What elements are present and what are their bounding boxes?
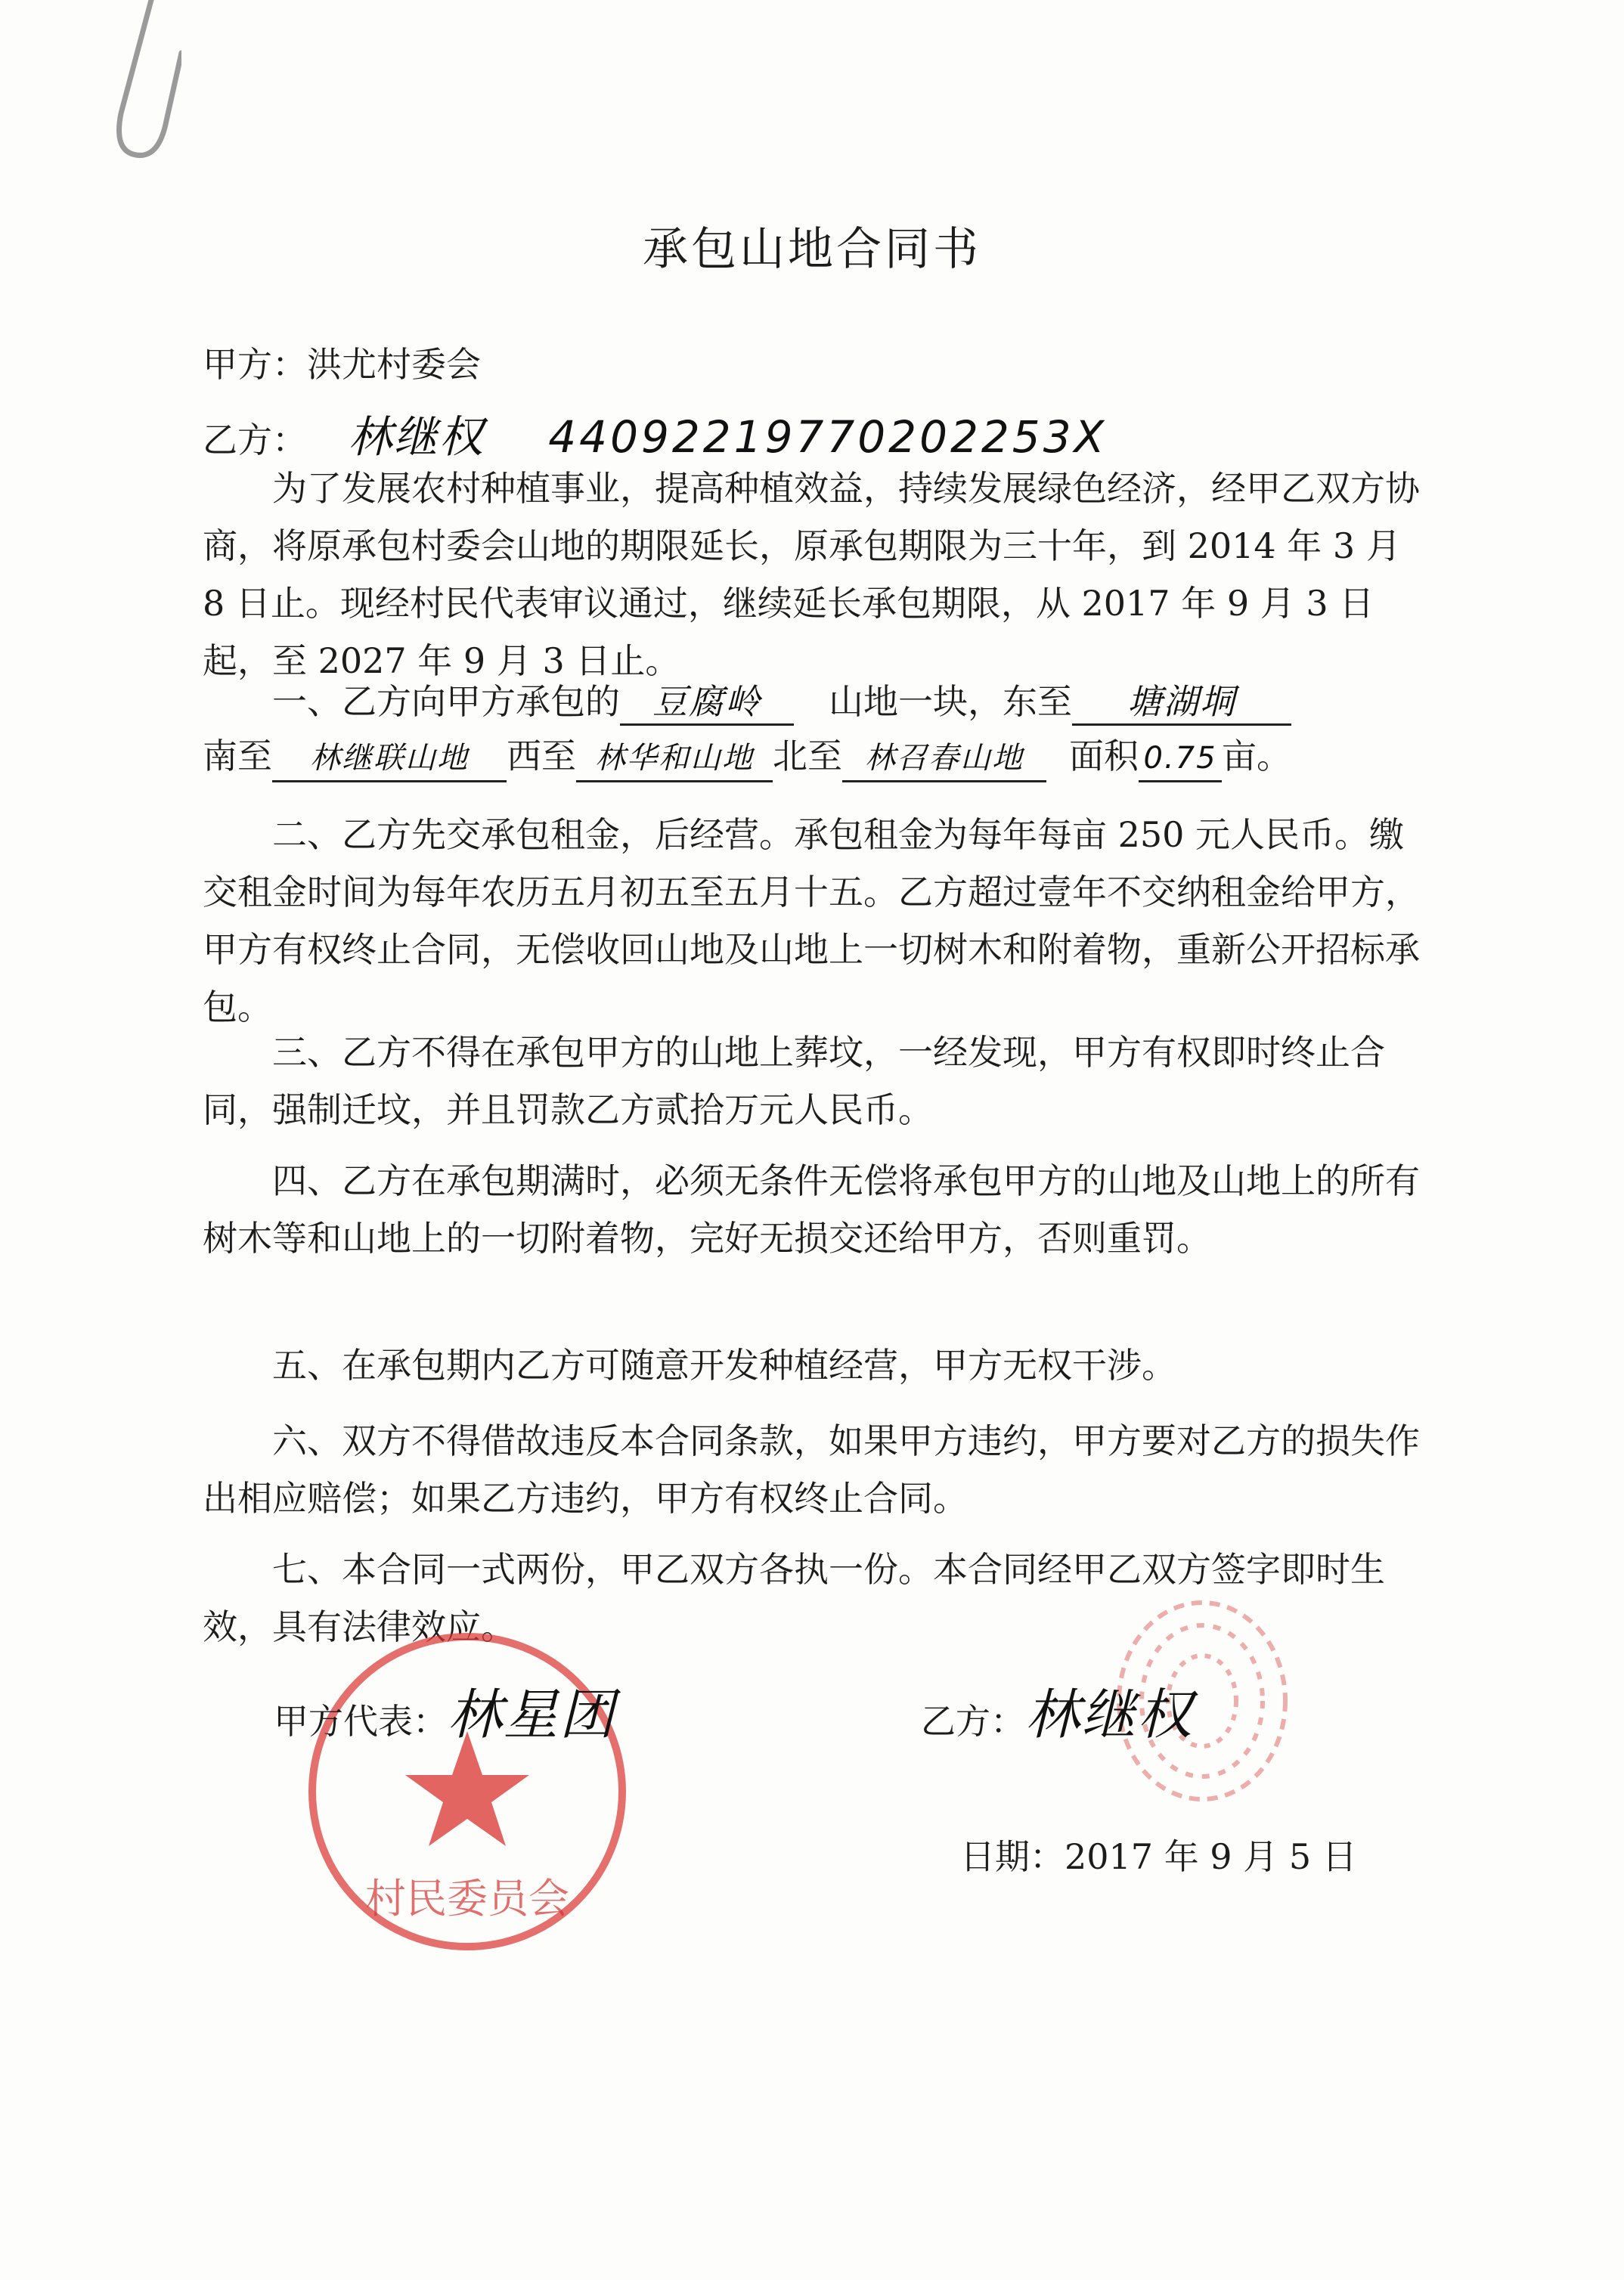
party-b-line bbox=[203, 411, 1108, 463]
party-a-line bbox=[203, 342, 481, 387]
paper-clip-icon bbox=[91, 0, 181, 166]
clause7-paragraph: 七、本合同一式两份，甲乙双方各执一份。本合同经甲乙双方签字即时生效，具有法律效应。 bbox=[203, 1549, 1385, 1647]
clause1-south-handwritten: 林继联山地 bbox=[272, 736, 507, 782]
clause1-mid: 山地一块，东至 bbox=[829, 681, 1072, 722]
clause1-south-label: 南至 bbox=[203, 736, 272, 776]
village-committee-seal bbox=[293, 1618, 641, 1966]
clause1-line2 bbox=[203, 733, 1291, 782]
party-b-name-handwritten: 林继权 bbox=[348, 411, 485, 463]
party-b-label: 乙方： bbox=[203, 420, 307, 460]
clause6-paragraph: 六、双方不得借故违反本合同条款，如果甲方违约，甲方要对乙方的损失作出相应赔偿；如果乙方违约，甲方有权终止合同。 bbox=[203, 1420, 1420, 1519]
clause1-east-handwritten: 塘湖垌 bbox=[1072, 680, 1291, 726]
signature-b-handwritten: 林继权 bbox=[1025, 1683, 1194, 1746]
clause3-paragraph: 三、乙方不得在承包甲方的山地上葬坟，一经发现，甲方有权即时终止合同，强制迁坟，并且罚款乙方贰拾万元人民币。 bbox=[203, 1032, 1385, 1130]
party-a-label: 甲方： bbox=[203, 344, 307, 385]
clause1-west-handwritten: 林华和山地 bbox=[576, 736, 773, 782]
clause1-unit: 亩。 bbox=[1222, 736, 1291, 776]
signature-b-label: 乙方： bbox=[921, 1701, 1025, 1742]
clause1-prefix: 一、乙方向甲方承包的 bbox=[272, 681, 620, 722]
intro-paragraph: 为了发展农村种植事业，提高种植效益，持续发展绿色经济，经甲乙双方协商，将原承包村委会山地的期限延长，原承包期限为三十年，到 2014 年 3 月 8 日止。现经村民代表审议通过，继续延长承包期限，从 2017 年 9 月 3 日起，至 2027 年 9 月 3 日止。 bbox=[203, 468, 1420, 681]
clause1-place-handwritten: 豆腐岭 bbox=[620, 680, 794, 726]
signature-a-label: 甲方代表： bbox=[274, 1701, 448, 1742]
clause1-west-label: 西至 bbox=[507, 736, 576, 776]
clause1-north-label: 北至 bbox=[773, 736, 842, 776]
clause1-line1 bbox=[272, 679, 1291, 726]
document-title: 承包山地合同书 bbox=[643, 223, 981, 276]
clause5-paragraph: 五、在承包期内乙方可随意开发种植经营，甲方无权干涉。 bbox=[272, 1345, 1176, 1386]
signature-a-handwritten: 林星团 bbox=[448, 1683, 616, 1746]
clause2-paragraph: 二、乙方先交承包租金，后经营。承包租金为每年每亩 250 元人民币。缴交租金时间为每年农历五月初五至五月十五。乙方超过壹年不交纳租金给甲方，甲方有权终止合同，无偿收回山地及山地上一切树木和附着物，重新公开招标承包。 bbox=[203, 814, 1420, 1027]
signature-b bbox=[921, 1671, 1193, 1749]
signature-a bbox=[274, 1671, 615, 1749]
contract-date: 日期：2017 年 9 月 5 日 bbox=[960, 1836, 1357, 1877]
clause1-area-label: 面积 bbox=[1069, 736, 1139, 776]
seal-text: 村民委员会 bbox=[365, 1875, 569, 1922]
party-a-name: 洪尤村委会 bbox=[307, 344, 481, 385]
clause1-north-handwritten: 林召春山地 bbox=[842, 736, 1046, 782]
clause1-area-handwritten: 0.75 bbox=[1139, 736, 1222, 782]
party-b-id-handwritten: 44092219770202253X bbox=[548, 411, 1108, 463]
clause4-paragraph: 四、乙方在承包期满时，必须无条件无偿将承包甲方的山地及山地上的所有树木等和山地上的一切附着物，完好无损交还给甲方，否则重罚。 bbox=[203, 1160, 1420, 1259]
